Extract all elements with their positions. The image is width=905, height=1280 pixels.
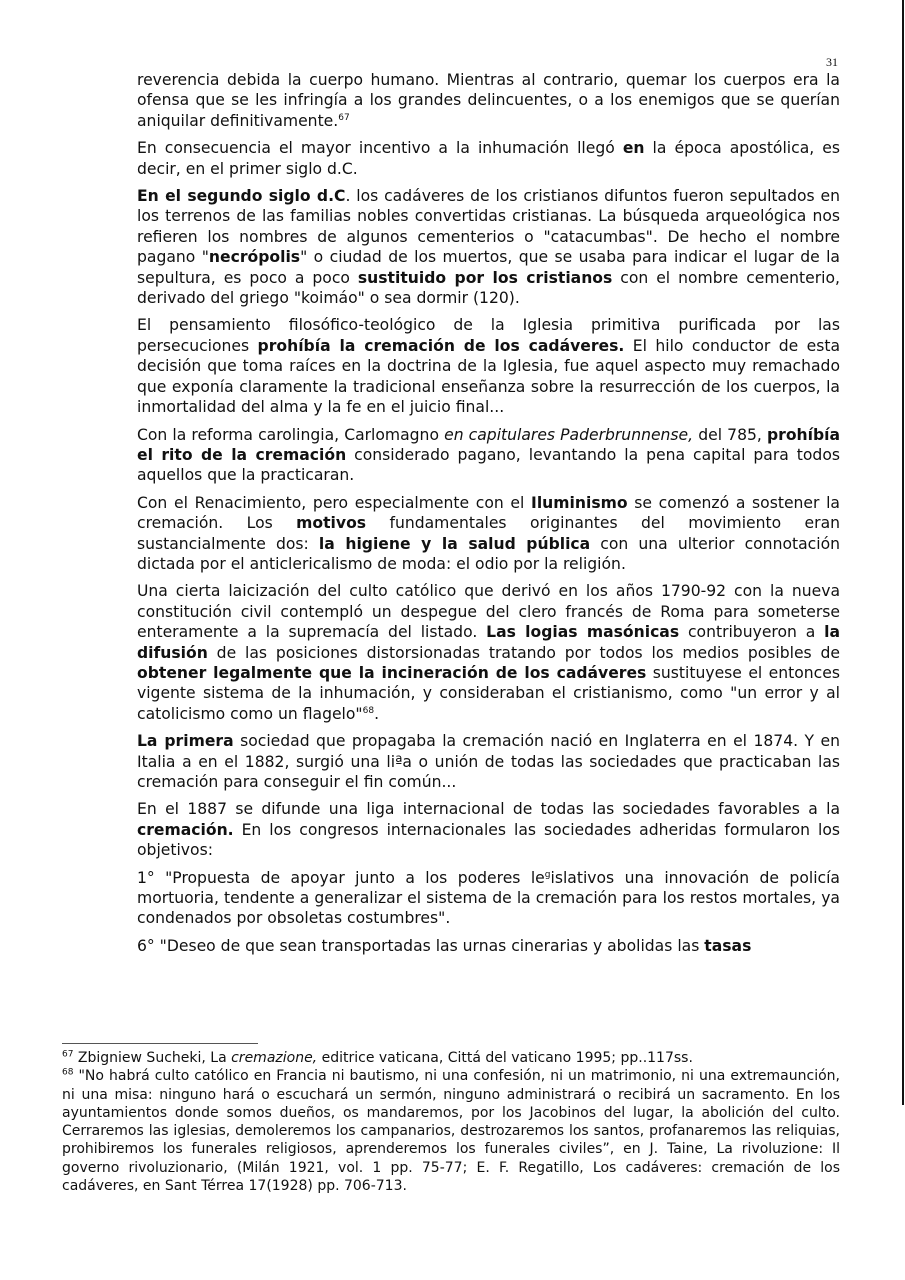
text-run: En el segundo siglo d.C (137, 187, 346, 206)
text-run: Las logias masónicas (486, 623, 680, 642)
page-number: 31 (826, 55, 838, 69)
text-run: En consecuencia el mayor incentivo a la inhumación llegó (137, 139, 623, 158)
footnote (62, 1049, 840, 1067)
paragraph (137, 315, 840, 417)
text-run: En los congresos internacionales las sociedades adheridas formularon los objetivos: (137, 820, 840, 860)
text-run: La primera (137, 732, 234, 751)
text-run: obtener legalmente que la incineración de los cadáveres (137, 663, 647, 682)
text-run: El hilo conductor de esta decisión que toma raíces en la doctrina de la Iglesia, fue aquel aspecto muy remachado que exponía claramente la tradicional enseñanza sobre la resurrección de los cuerpos, la inmortalidad del alma y la fe en el juicio final... (137, 336, 841, 417)
text-run: El pensamiento filosófico-teológico de la Iglesia primitiva purificada por las persecuciones (137, 316, 840, 355)
text-run: sustituido por los cristianos (357, 268, 613, 287)
body-text (137, 70, 840, 963)
text-run: con el nombre cementerio, derivado del griego "koimáo" o sea dormir (120). (137, 268, 840, 308)
paragraph (137, 186, 840, 308)
paragraph (137, 731, 840, 792)
text-run: sustituyese el entonces vigente sistema de la inhumación, y consideraban el cristianismo, como "un error y al catolicismo como un flagelo" (137, 663, 840, 723)
text-run: en capitulares Paderbrunnense, (444, 425, 694, 444)
footnote-ref: 68 (62, 1067, 74, 1078)
paragraph (137, 138, 840, 179)
text-run: 6° "Deseo de que sean transportadas las urnas cinerarias y abolidas las (137, 936, 705, 955)
paragraph (137, 70, 840, 131)
text-run: se comenzó a sostener la cremación. Los (137, 493, 840, 533)
footnote-ref: 67 (338, 112, 350, 123)
text-run: "No habrá culto católico en Francia ni bautismo, ni una confesión, ni un matrimonio, ni una extremaunción, ni una misa: ninguno hará o escuchará un sermón, ninguno administrará o recibirá un sacramento. En los ayuntamientos donde somos dueños, os mandaremos, por los Jacobinos del lugar, la abolición del culto. Cerraremos las iglesias, demoleremos los campanarios, destrozaremos los santos, profanaremos las reliquias, prohibiremos los funerales religiosos, aprenderemos los funerales civiles”, en J. Taine, La rivoluzione: Il governo rivoluzionario, (Milán 1921, vol. 1 pp. 75-77; E. F. Regatillo, Los cadáveres: cremación de los cadáveres, en Sant Térrea 17(1928) pp. 706-713. (62, 1068, 840, 1195)
paragraph (137, 936, 840, 956)
text-run: la época apostólica, es decir, en el primer siglo d.C. (137, 139, 840, 178)
text-run: Iluminismo (531, 493, 628, 512)
paragraph (137, 493, 840, 575)
text-run: cremazione, (231, 1050, 318, 1066)
text-run: tasas (704, 936, 752, 955)
footnote-separator (62, 1043, 258, 1044)
text-run: Una cierta laicización del culto católico que derivó en los años 1790-92 con la nueva constitución civil contempló un despegue del clero francés de Roma para someterse enteramente a la supremacía del listado. (137, 582, 840, 642)
text-run: En el 1887 se difunde una liga internacional de todas las sociedades favorables a la (137, 800, 840, 819)
paragraph (137, 868, 840, 929)
text-run: editrice vaticana, Cittá del vaticano 1995; pp..117ss. (317, 1050, 693, 1066)
footnote (62, 1067, 840, 1195)
text-run: sociedad que propagaba la cremación nació en Inglaterra en el 1874. Y en Italia a en el 1882, surgió una liªa o unión de todas las sociedades que practicaban las cremación para conseguir el fin común... (137, 732, 841, 791)
text-run: motivos (296, 514, 367, 533)
paragraph (137, 425, 840, 486)
text-run: Con el Renacimiento, pero especialmente con el (137, 493, 532, 512)
text-run: reverencia debida la cuerpo humano. Mientras al contrario, quemar los cuerpos era la ofensa que se les infringía a los grandes delincuentes, o a los enemigos que se querían aniquilar definitivamente. (137, 71, 840, 130)
text-run: " o ciudad de los muertos, que se usaba para indicar el lugar de la sepultura, es poco a poco (137, 248, 840, 287)
paragraph (137, 799, 840, 860)
text-run: considerado pagano, levantando la pena capital para todos aquellos que la practicaran. (137, 445, 840, 485)
text-run: Zbigniew Sucheki, La (73, 1050, 232, 1066)
paragraph (137, 581, 840, 724)
footnote-ref: g (544, 869, 551, 880)
text-run: la difusión (137, 623, 840, 662)
text-run: 1° "Propuesta de apoyar junto a los poderes le (137, 868, 545, 887)
text-run: islativos una innovación de policía mortuoria, tendente a generalizar el sistema de la cremación para los restos mortales, ya condenados por obsoletas costumbres". (137, 868, 840, 928)
footnote-ref: 67 (62, 1049, 74, 1060)
text-run: necrópolis (208, 248, 301, 267)
margin-line (902, 0, 904, 1105)
text-run: prohíbía la cremación de los cadáveres. (257, 336, 625, 355)
text-run: cremación. (137, 820, 234, 839)
text-run: prohíbía el rito de la cremación (137, 425, 841, 464)
text-run: con una ulterior connotación dictada por el anticlericalismo de moda: el odio por la religión. (137, 534, 840, 573)
text-run: la higiene y la salud pública (318, 534, 591, 553)
text-run: . los cadáveres de los cristianos difuntos fueron sepultados en los terrenos de las familias nobles convertidas cristianas. La búsqueda arqueológica nos refieren los nombres de algunos cementerios o "catacumbas". De hecho el nombre pagano " (137, 187, 840, 267)
text-run: del 785, (693, 425, 767, 444)
text-run: contribuyeron a (679, 623, 825, 642)
text-run: . (374, 704, 380, 723)
text-run: fundamentales originantes del movimiento eran sustancialmente dos: (137, 514, 841, 553)
footnote-ref: 68 (362, 705, 375, 716)
footnotes (62, 1049, 840, 1195)
text-run: Con la reforma carolingia, Carlomagno (137, 425, 445, 444)
text-run: en (622, 139, 645, 158)
text-run: de las posiciones distorsionadas tratando por todos los medios posibles de (207, 643, 840, 662)
